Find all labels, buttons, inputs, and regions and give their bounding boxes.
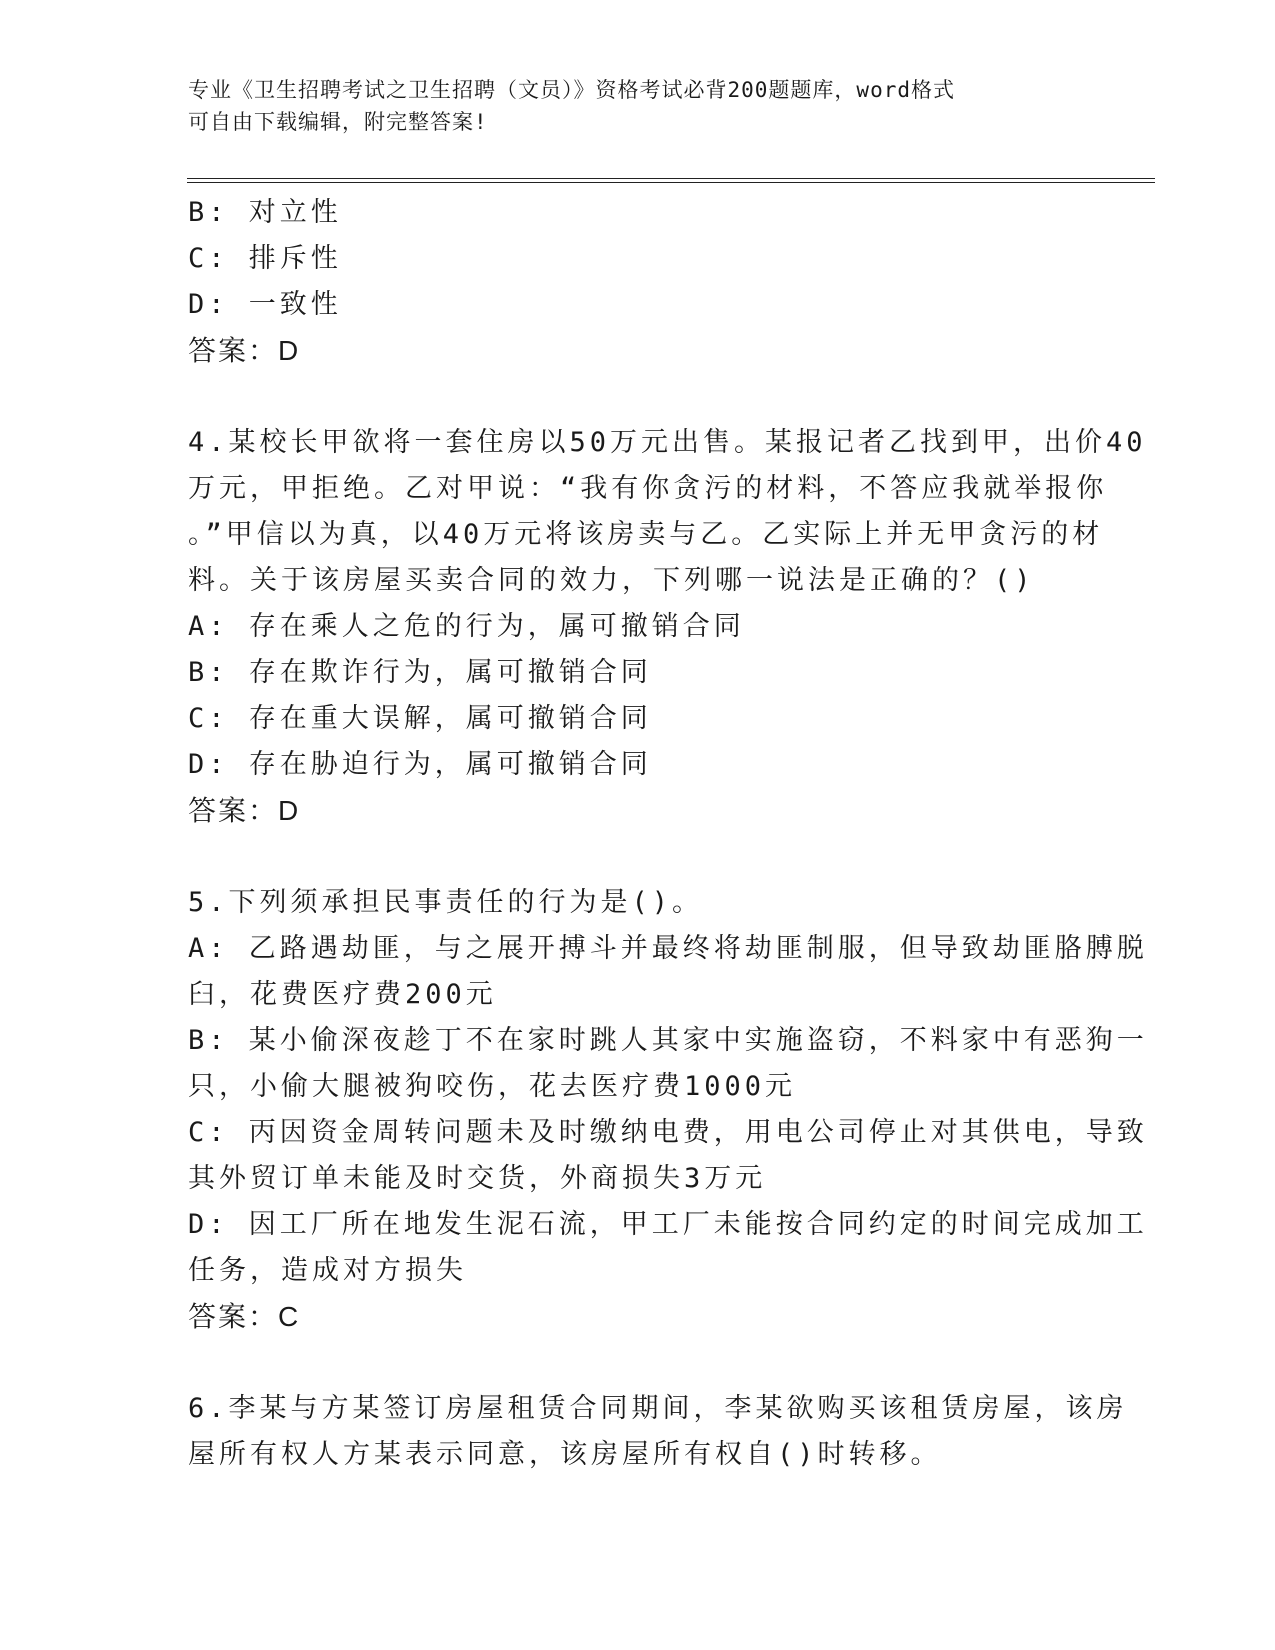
option-a-line-1: A: 乙路遇劫匪，与之展开搏斗并最终将劫匪制服，但导致劫匪胳膊脱 [188,933,1148,964]
question-content [188,190,1148,1478]
question-stem-line: 4.某校长甲欲将一套住房以50万元出售。某报记者乙找到甲，出价40 [188,427,1147,458]
question-stem-line: 料。关于该房屋买卖合同的效力，下列哪一说法是正确的？() [188,565,1035,596]
option-b: B: 对立性 [188,197,342,228]
document-header [188,74,1088,138]
option-a-line-2: 臼，花费医疗费200元 [188,979,497,1010]
option-b-line-1: B: 某小偷深夜趁丁不在家时跳人其家中实施盗窃，不料家中有恶狗一 [188,1025,1148,1056]
option-b: B: 存在欺诈行为，属可撤销合同 [188,657,652,688]
option-a: A: 存在乘人之危的行为，属可撤销合同 [188,611,745,642]
option-d: D: 存在胁迫行为，属可撤销合同 [188,749,652,780]
question-stem-line: 万元，甲拒绝。乙对甲说：“我有你贪污的材料，不答应我就举报你 [188,473,1108,504]
header-title-line-1: 专业《卫生招聘考试之卫生招聘（文员）》资格考试必背200题题库，word格式 [188,78,955,102]
question-3-remainder [188,190,1088,374]
question-6 [188,1386,1128,1478]
question-stem-line: 。”甲信以为真，以40万元将该房卖与乙。乙实际上并无甲贪污的材 [188,519,1104,550]
answer-text: 答案：D [188,335,301,366]
option-c: C: 排斥性 [188,243,342,274]
spacer [188,374,1088,420]
option-d-line-2: 任务，造成对方损失 [188,1255,467,1286]
answer-text: 答案：C [188,1301,301,1332]
option-c-line-1: C: 丙因资金周转问题未及时缴纳电费，用电公司停止对其供电，导致 [188,1117,1148,1148]
question-stem-line: 5.下列须承担民事责任的行为是()。 [188,887,704,918]
question-stem-line: 6.李某与方某签订房屋租赁合同期间，李某欲购买该租赁房屋，该房 [188,1393,1128,1424]
option-b-line-2: 只，小偷大腿被狗咬伤，花去医疗费1000元 [188,1071,797,1102]
option-c-line-2: 其外贸订单未能及时交货，外商损失3万元 [188,1163,767,1194]
option-d-line-1: D: 因工厂所在地发生泥石流，甲工厂未能按合同约定的时间完成加工 [188,1209,1148,1240]
header-title-line-2: 可自由下载编辑，附完整答案! [188,110,488,134]
question-4 [188,420,1147,834]
option-c: C: 存在重大误解，属可撤销合同 [188,703,652,734]
question-stem-line: 屋所有权人方某表示同意，该房屋所有权自()时转移。 [188,1439,942,1470]
question-5 [188,880,1148,1340]
header-divider [187,178,1155,183]
spacer [188,1340,1088,1386]
answer-text: 答案：D [188,795,301,826]
spacer [188,834,1088,880]
option-d: D: 一致性 [188,289,342,320]
